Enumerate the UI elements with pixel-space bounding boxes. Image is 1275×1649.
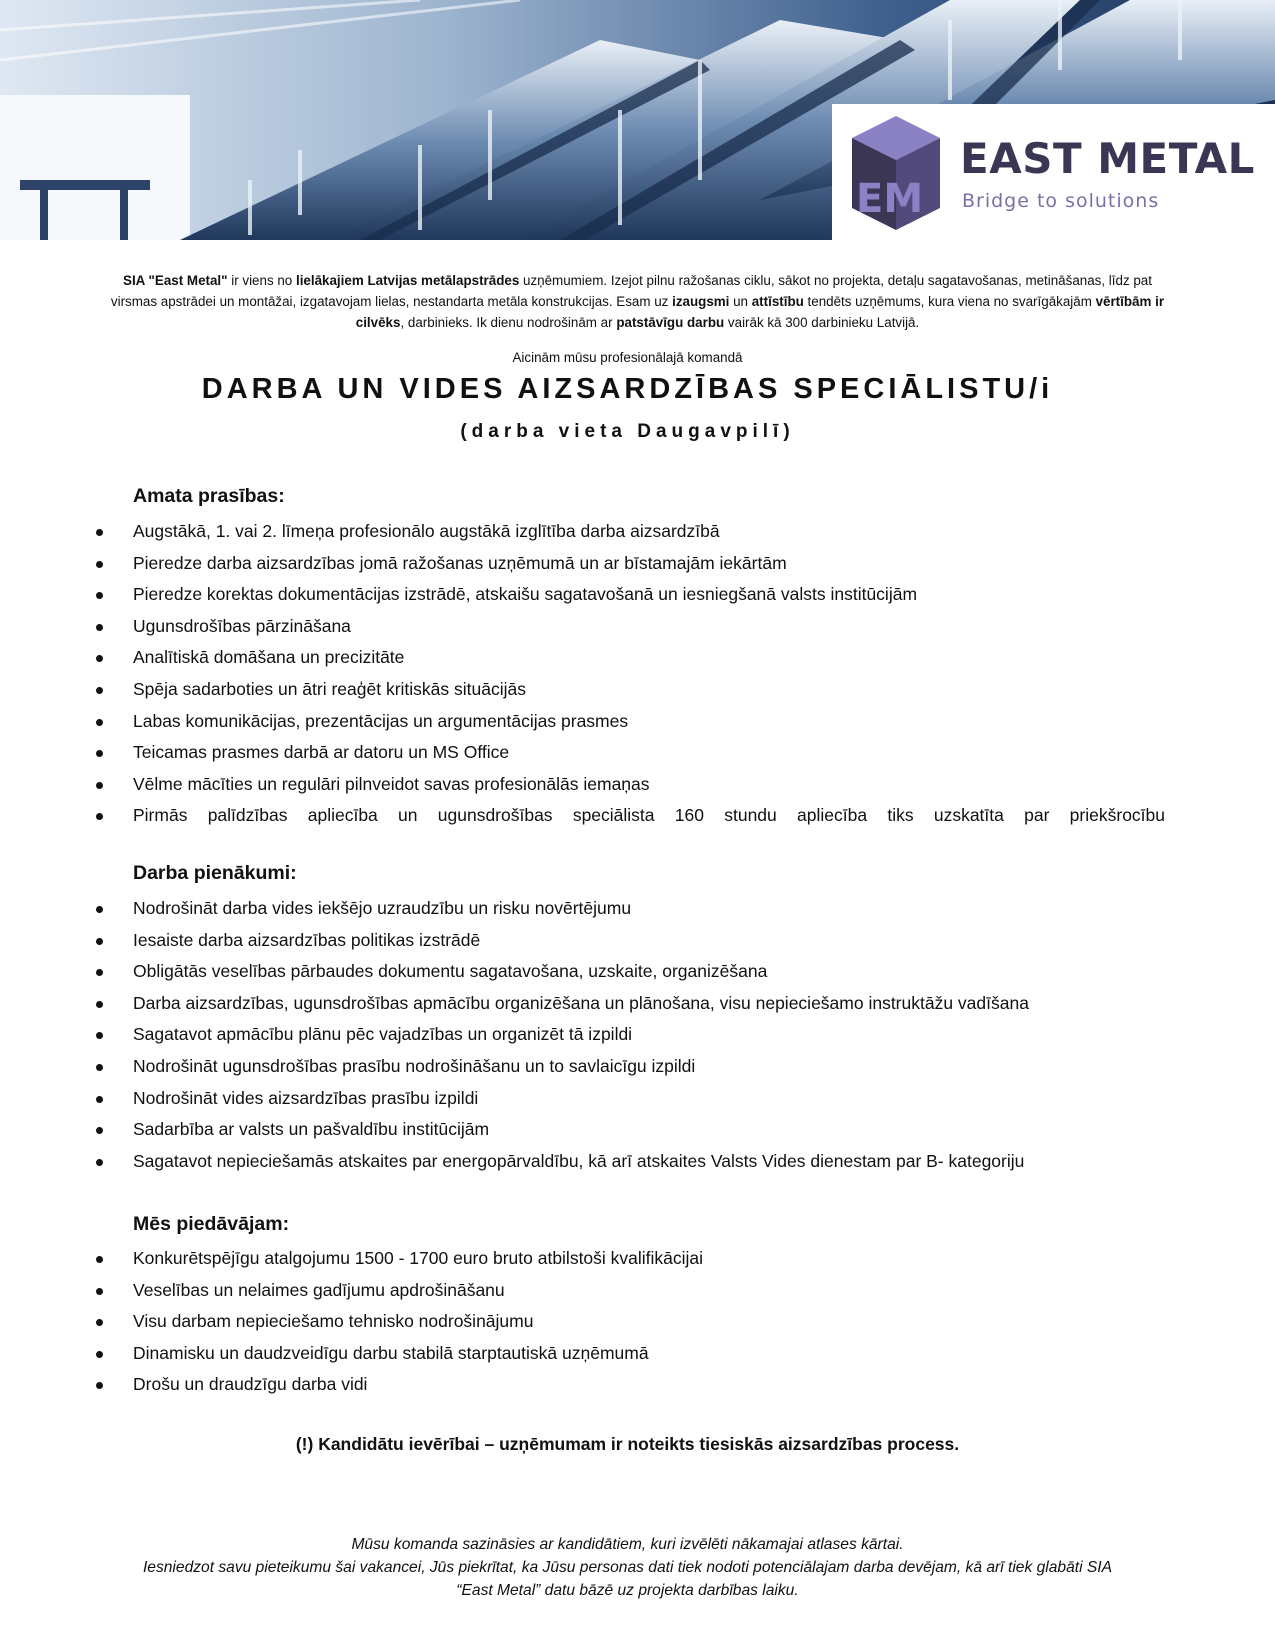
brand-tagline: Bridge to solutions xyxy=(962,190,1160,212)
brand-name: EAST METAL xyxy=(960,134,1255,183)
intro-emphasis: lielākajiem Latvijas metālapstrādes xyxy=(295,273,520,288)
footer-line: Iesniedzot savu pieteikumu šai vakancei, Jūs piekrītat, ka Jūsu personas dati tiek nodoti potenciālajam darba devējam, kā arī tiek glabāti SIA xyxy=(142,1559,1113,1576)
bullet-icon xyxy=(96,592,103,599)
logo-mark-letters: EM xyxy=(856,176,924,222)
intro-text: vairāk kā 300 darbinieku Latvijā. xyxy=(724,315,920,330)
list-item: Pieredze korektas dokumentācijas izstrādē, atskaišu sagatavošanā un iesniegšanā valsts institūcijām xyxy=(0,579,1200,611)
list-item: Analītiskā domāšana un precizitāte xyxy=(0,642,1200,674)
list-item: Spēja sadarboties un ātri reaģēt kritiskās situācijās xyxy=(0,674,1200,706)
list-item: Labas komunikācijas, prezentācijas un argumentācijas prasmes xyxy=(0,706,1200,738)
footer-line: “East Metal” datu bāzē uz projekta darbības laiku. xyxy=(456,1582,799,1599)
bullet-icon xyxy=(96,1319,103,1326)
list-item: Iesaiste darba aizsardzības politikas izstrādē xyxy=(0,925,1200,957)
logo xyxy=(832,104,1275,240)
list-item: Veselības un nelaimes gadījumu apdrošināšanu xyxy=(0,1275,1200,1307)
duties-list xyxy=(0,893,1200,1177)
footer-note xyxy=(0,1533,1255,1602)
list-item: Visu darbam nepieciešamo tehnisko nodrošinājumu xyxy=(0,1306,1200,1338)
list-item: Pirmās palīdzības apliecība un ugunsdrošības speciālista 160 stundu apliecība tiks uzskatīta par priekšrocību xyxy=(0,800,1200,832)
list-item: Nodrošināt ugunsdrošības prasību nodrošināšanu un to savlaicīgu izpildi xyxy=(0,1051,1200,1083)
bullet-icon xyxy=(96,750,103,757)
list-item: Pieredze darba aizsardzības jomā ražošanas uzņēmumā un ar bīstamajām iekārtām xyxy=(0,548,1200,580)
intro-text: , darbinieks. Ik dienu nodrošinām ar xyxy=(400,315,617,330)
list-item: Drošu un draudzīgu darba vidi xyxy=(0,1369,1200,1401)
footer-line: Mūsu komanda sazināsies ar kandidātiem, kuri izvēlēti nākamajai atlases kārtai. xyxy=(351,1536,904,1553)
list-item: Vēlme mācīties un regulāri pilnveidot savas profesionālās iemaņas xyxy=(0,769,1200,801)
em-cube-logo-icon xyxy=(846,112,946,232)
intro-text: tendēts uzņēmums, kura viena no svarīgākajām xyxy=(803,294,1096,309)
list-item: Sagatavot nepieciešamās atskaites par energopārvaldību, kā arī atskaites Valsts Vides dienestam par B- kategoriju xyxy=(0,1146,1200,1178)
duties-heading: Darba pienākumi: xyxy=(133,862,297,884)
bullet-icon xyxy=(96,938,103,945)
bullet-icon xyxy=(96,719,103,726)
bullet-icon xyxy=(96,1351,103,1358)
job-title: DARBA UN VIDES AIZSARDZĪBAS SPECIĀLISTU/i xyxy=(201,373,1054,405)
bullet-icon xyxy=(96,624,103,631)
list-item: Darba aizsardzības, ugunsdrošības apmācību organizēšana un plānošana, visu nepieciešamo instruktāžu vadīšana xyxy=(0,988,1200,1020)
offer-heading: Mēs piedāvājam: xyxy=(133,1213,290,1235)
list-item: Sadarbība ar valsts un pašvaldību institūcijām xyxy=(0,1114,1200,1146)
bullet-icon xyxy=(96,1096,103,1103)
offer-list xyxy=(0,1243,1200,1401)
bullet-icon xyxy=(96,906,103,913)
header-banner xyxy=(0,0,1275,240)
bullet-icon xyxy=(96,1032,103,1039)
job-location: (darba vieta Daugavpilī) xyxy=(460,421,795,442)
bullet-icon xyxy=(96,529,103,536)
bullet-icon xyxy=(96,969,103,976)
list-item: Ugunsdrošības pārzināšana xyxy=(0,611,1200,643)
list-item: Sagatavot apmācību plānu pēc vajadzības un organizēt tā izpildi xyxy=(0,1019,1200,1051)
list-item: Dinamisku un daudzveidīgu darbu stabilā starptautiskā uzņēmumā xyxy=(0,1338,1200,1370)
bullet-icon xyxy=(96,1001,103,1008)
bullet-icon xyxy=(96,813,103,820)
intro-text: un xyxy=(729,294,752,309)
bullet-icon xyxy=(96,782,103,789)
bullet-icon xyxy=(96,1064,103,1071)
list-item: Obligātās veselības pārbaudes dokumentu sagatavošana, uzskaite, organizēšana xyxy=(0,956,1200,988)
requirements-list xyxy=(0,516,1200,832)
bullet-icon xyxy=(96,655,103,662)
intro-text: uzņēmumiem. Izejot pilnu ražošanas ciklu, sākot no projekta, detaļu sagatavošanas, metināšanas, līdz pat virsmas apstrādei un montāžai, izgatavojam lielas, nestandarta metāla konstrukcijas. Esam uz xyxy=(110,273,1152,309)
bullet-icon xyxy=(96,1256,103,1263)
bullet-icon xyxy=(96,1382,103,1389)
list-item: Konkurētspējīgu atalgojumu 1500 - 1700 euro bruto atbilstoši kvalifikācijai xyxy=(0,1243,1200,1275)
intro-emphasis: vērtībām ir cilvēks xyxy=(355,294,1165,330)
legal-notice: (!) Kandidātu ievērībai – uzņēmumam ir noteikts tiesiskās aizsardzības process. xyxy=(295,1434,960,1454)
requirements-heading: Amata prasības: xyxy=(133,485,285,507)
intro-emphasis: attīstību xyxy=(751,294,804,309)
intro-emphasis: izaugsmi xyxy=(672,294,730,309)
list-item: Nodrošināt darba vides iekšējo uzraudzību un risku novērtējumu xyxy=(0,893,1200,925)
list-item: Augstākā, 1. vai 2. līmeņa profesionālo augstākā izglītība darba aizsardzībā xyxy=(0,516,1200,548)
bullet-icon xyxy=(96,1159,103,1166)
list-item: Teicamas prasmes darbā ar datoru un MS Office xyxy=(0,737,1200,769)
intro-text: ir viens no xyxy=(227,273,296,288)
intro-emphasis: patstāvīgu darbu xyxy=(616,315,725,330)
bullet-icon xyxy=(96,1127,103,1134)
list-item: Nodrošināt vides aizsardzības prasību izpildi xyxy=(0,1083,1200,1115)
invite-line: Aicinām mūsu profesionālajā komandā xyxy=(512,350,743,365)
bullet-icon xyxy=(96,687,103,694)
intro-paragraph xyxy=(100,270,1175,333)
bullet-icon xyxy=(96,561,103,568)
company-name: SIA "East Metal" xyxy=(123,273,228,288)
bullet-icon xyxy=(96,1288,103,1295)
